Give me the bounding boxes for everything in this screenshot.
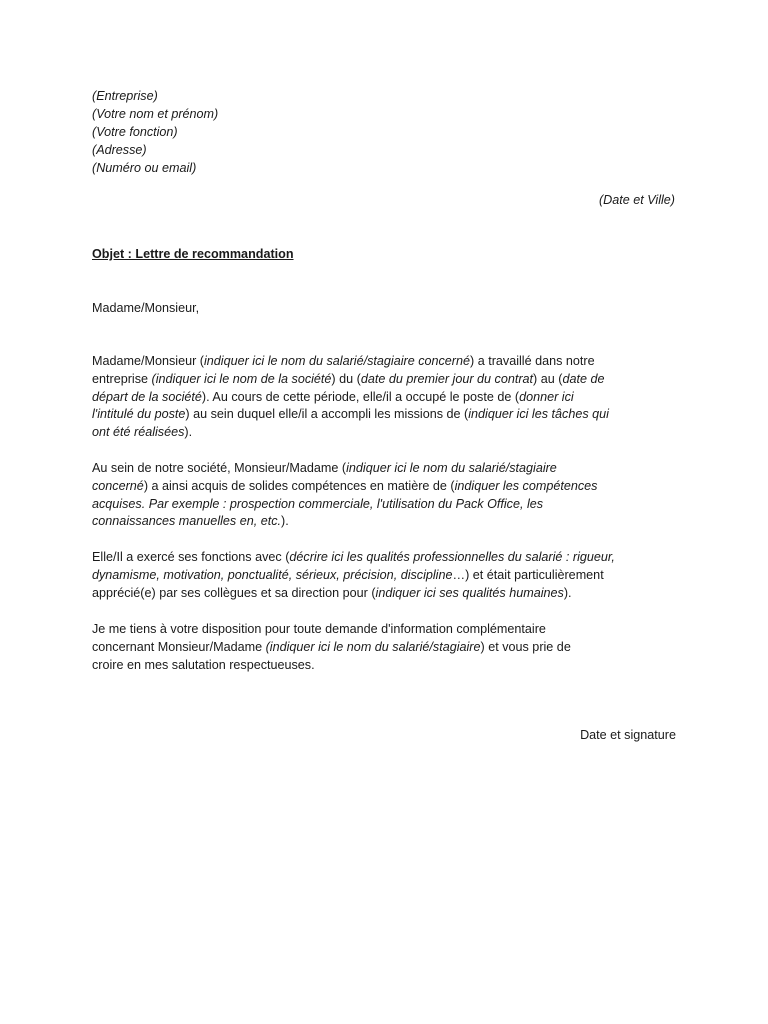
p2-text: Au sein de notre société, Monsieur/Madame ( [92, 461, 347, 475]
sender-company: (Entreprise) [92, 89, 158, 103]
p1-text: Madame/Monsieur ( [92, 354, 204, 368]
p1-text: entreprise [92, 371, 152, 386]
sender-role: (Votre fonction) [92, 125, 178, 139]
p3-text: …) et était particulièrement [452, 567, 604, 582]
p1-text: ) du ( [331, 371, 361, 386]
signature-line: Date et signature [580, 728, 676, 742]
date-city: (Date et Ville) [598, 193, 675, 207]
paragraph-closing [92, 621, 680, 674]
p2-placeholder: concerné [92, 478, 144, 493]
sender-block [92, 87, 218, 177]
p4-text: Je me tiens à votre disposition pour toute demande d'information complémentaire [92, 622, 546, 636]
p4-text: ) et vous prie de [480, 639, 571, 654]
sender-contact: (Numéro ou email) [92, 161, 197, 175]
p1-placeholder: ont été réalisées [92, 425, 185, 440]
sender-address: (Adresse) [92, 143, 147, 157]
p3-text: ). [563, 585, 572, 600]
p3-text: apprécié(e) par ses collègues et sa direction pour ( [92, 585, 376, 600]
p2-placeholder: connaissances manuelles en, etc. [92, 514, 282, 529]
p3-text: Elle/Il a exercé ses fonctions avec ( [92, 550, 290, 564]
p2-text: ) a ainsi acquis de solides compétences en matière de ( [143, 478, 455, 493]
p3-placeholder: décrire ici les qualités professionnelles du salarié : rigueur, [289, 550, 615, 564]
p2-placeholder: indiquer les compétences [454, 478, 598, 493]
paragraph-employment [92, 353, 680, 442]
p1-placeholder: donner ici [519, 389, 574, 404]
p4-placeholder: (indiquer ici le nom du salarié/stagiaire [265, 639, 481, 654]
p1-text: ) a travaillé dans notre [470, 354, 595, 368]
p2-placeholder: acquises. Par exemple : prospection commerciale, l'utilisation du Pack Office, les [92, 496, 544, 511]
p1-placeholder: indiquer ici le nom du salarié/stagiaire concerné [204, 354, 471, 368]
paragraph-qualities [92, 549, 680, 602]
sender-name: (Votre nom et prénom) [92, 107, 219, 121]
p1-placeholder: indiquer ici les tâches qui [468, 407, 609, 422]
p1-text: ). [184, 425, 193, 440]
paragraph-skills [92, 460, 680, 531]
p1-text: ) au ( [533, 371, 563, 386]
p1-placeholder: départ de la société [92, 389, 202, 404]
p4-text: concernant Monsieur/Madame [92, 639, 266, 654]
p2-placeholder: indiquer ici le nom du salarié/stagiaire [346, 461, 557, 475]
letter-subject: Objet : Lettre de recommandation [92, 247, 294, 261]
p1-placeholder: (indiquer ici le nom de la société [151, 371, 332, 386]
p1-placeholder: date du premier jour du contrat [360, 371, 534, 386]
p1-text: ). Au cours de cette période, elle/il a occupé le poste de ( [201, 389, 520, 404]
p3-placeholder: dynamisme, motivation, ponctualité, sérieux, précision, discipline [92, 567, 453, 582]
p4-text: croire en mes salutation respectueuses. [92, 657, 315, 672]
p3-placeholder: indiquer ici ses qualités humaines [375, 585, 564, 600]
p1-placeholder: date de [562, 371, 605, 386]
salutation: Madame/Monsieur, [92, 301, 200, 315]
p1-placeholder: l'intitulé du poste [92, 407, 186, 422]
p1-text: ) au sein duquel elle/il a accompli les missions de ( [185, 407, 469, 422]
p2-text: ). [281, 514, 289, 529]
